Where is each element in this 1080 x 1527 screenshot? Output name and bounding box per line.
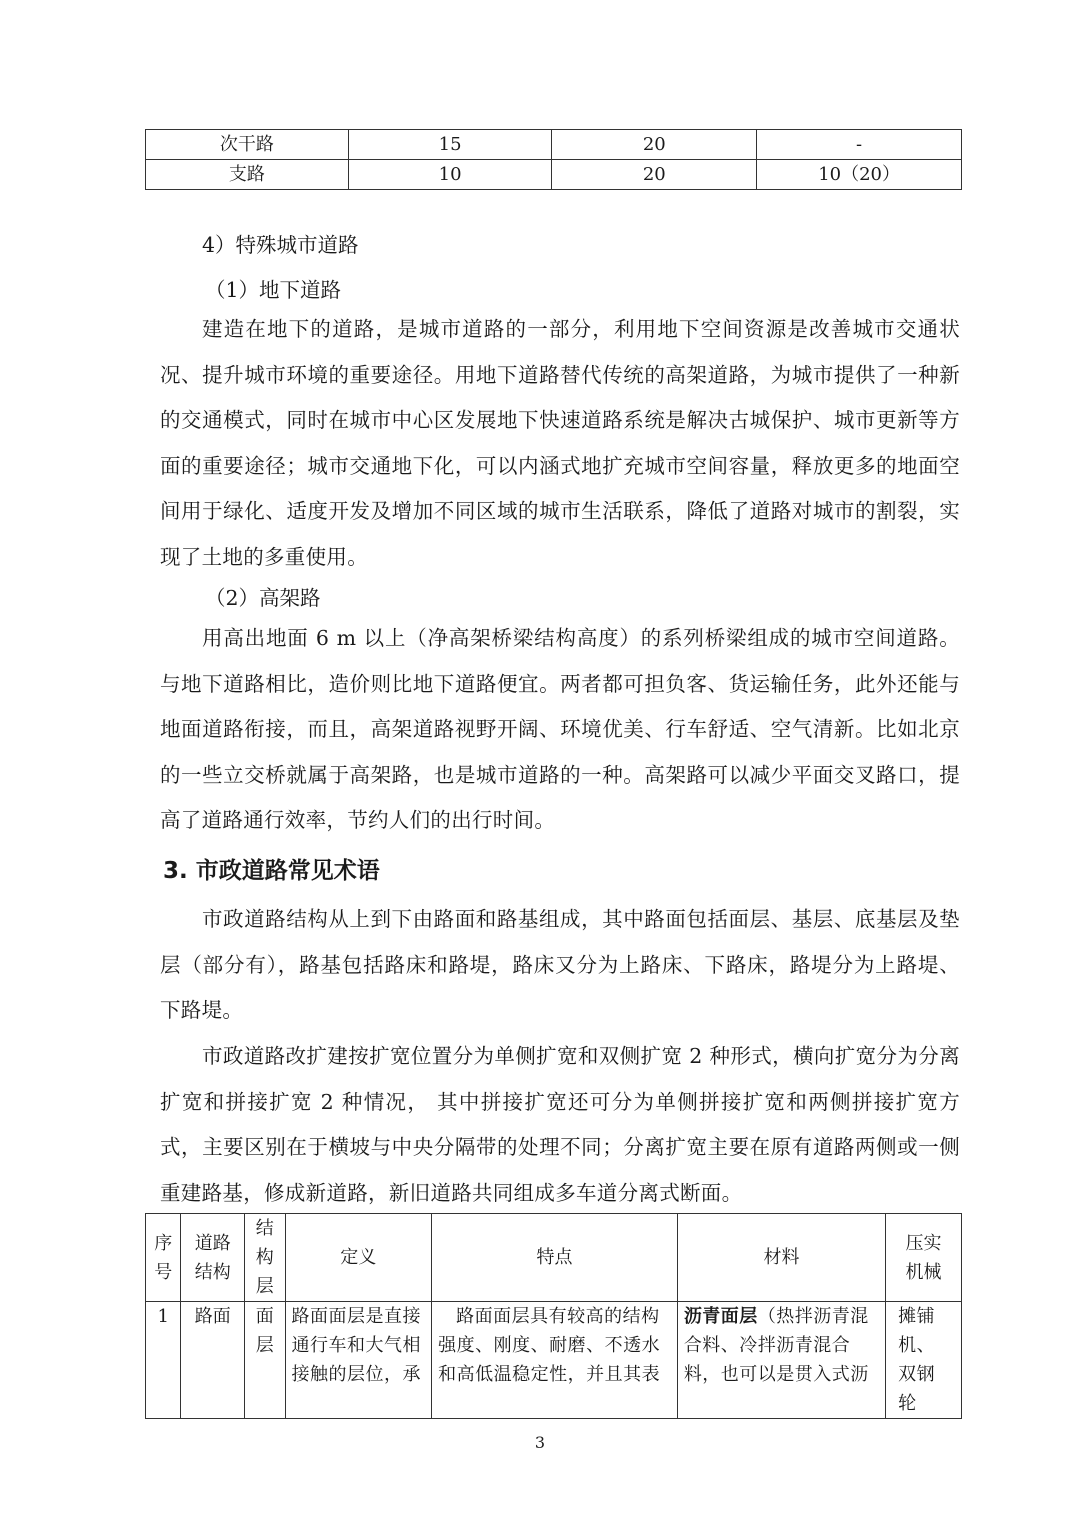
material-bold-label: 沥青面层 (683, 1306, 758, 1327)
table-cell: 15 (348, 130, 552, 160)
row-definition: 路面面层是直接通行车和大气相接触的层位，承 (285, 1302, 432, 1419)
underground-paragraph: 建造在地下的道路，是城市道路的一部分，利用地下空间资源是改善城市交通状况、提升城市环境的重要途径。用地下道路替代传统的高架道路，为城市提供了一种新的交通模式，同时在城市中心区发展地下快速道路系统是解决古城保护、城市更新等方面的重要途径；城市交通地下化，可以内涵式地扩充城市空间容量，释放更多的地面空间用于绿化、适度开发及增加不同区域的城市生活联系，降低了道路对城市的割裂，实现了土地的多重使用。 (160, 317, 960, 569)
section-heading: 3. 市政道路常见术语 (163, 858, 380, 884)
section-paragraph-2: 市政道路改扩建按扩宽位置分为单侧扩宽和双侧扩宽 2 种形式，横向扩宽分为分离扩宽和拼接扩宽 2 种情况， 其中拼接扩宽还可分为单侧拼接扩宽和两侧拼接扩宽方式，主要区别在于横坡与中央分隔带的处理不同；分离扩宽主要在原有道路两侧或一侧重建路基，修成新道路，新旧道路共同组成多车道分离式断面。 (160, 1044, 960, 1205)
table-row (146, 160, 962, 190)
header-definition: 定义 (285, 1214, 432, 1302)
underground-heading: （1）地下道路 (205, 278, 342, 302)
page-number: 3 (534, 1433, 546, 1452)
row-machinery: 摊铺机、双钢轮 (886, 1302, 962, 1419)
table-cell: - (757, 130, 962, 160)
table-cell: 次干路 (146, 130, 349, 160)
table-header-row (146, 1214, 962, 1302)
header-machinery: 压实机械 (886, 1214, 962, 1302)
table-row (146, 130, 962, 160)
row-material (677, 1302, 885, 1419)
row-index: 1 (146, 1302, 181, 1419)
header-material: 材料 (677, 1214, 885, 1302)
table-row (146, 1302, 962, 1419)
material-description: （热拌沥青混合料、冷拌沥青混合料，也可以是贯入式沥 (683, 1306, 869, 1385)
table-cell: 20 (552, 160, 757, 190)
special-roads-heading: 4）特殊城市道路 (202, 233, 359, 257)
section-paragraph-1: 市政道路结构从上到下由路面和路基组成，其中路面包括面层、基层、底基层及垫层（部分有），路基包括路床和路堤，路床又分为上路床、下路床，路堤分为上路堤、下路堤。 (160, 907, 960, 1022)
table-cell: 20 (552, 130, 757, 160)
table-cell: 10（20） (757, 160, 962, 190)
elevated-paragraph: 用高出地面 6 m 以上（净高架桥梁结构高度）的系列桥梁组成的城市空间道路。与地下道路相比，造价则比地下道路便宜。两者都可担负客、货运输任务，此外还能与地面道路衔接，而且，高架道路视野开阔、环境优美、行车舒适、空气清新。比如北京的一些立交桥就属于高架路，也是城市道路的一种。高架路可以减少平面交叉路口，提高了道路通行效率，节约人们的出行时间。 (160, 626, 960, 832)
row-layer: 面层 (245, 1302, 285, 1419)
elevated-heading: （2）高架路 (205, 586, 321, 610)
row-feature: 路面面层具有较高的结构强度、刚度、耐磨、不透水和高低温稳定性，并且其表 (432, 1302, 678, 1419)
road-spec-table (145, 129, 962, 190)
header-index: 序号 (146, 1214, 181, 1302)
header-feature: 特点 (432, 1214, 678, 1302)
table-cell: 10 (348, 160, 552, 190)
table-cell: 支路 (146, 160, 349, 190)
header-layer: 结构层 (245, 1214, 285, 1302)
road-structure-table (145, 1213, 962, 1419)
header-structure: 道路结构 (181, 1214, 245, 1302)
row-structure: 路面 (181, 1302, 245, 1419)
